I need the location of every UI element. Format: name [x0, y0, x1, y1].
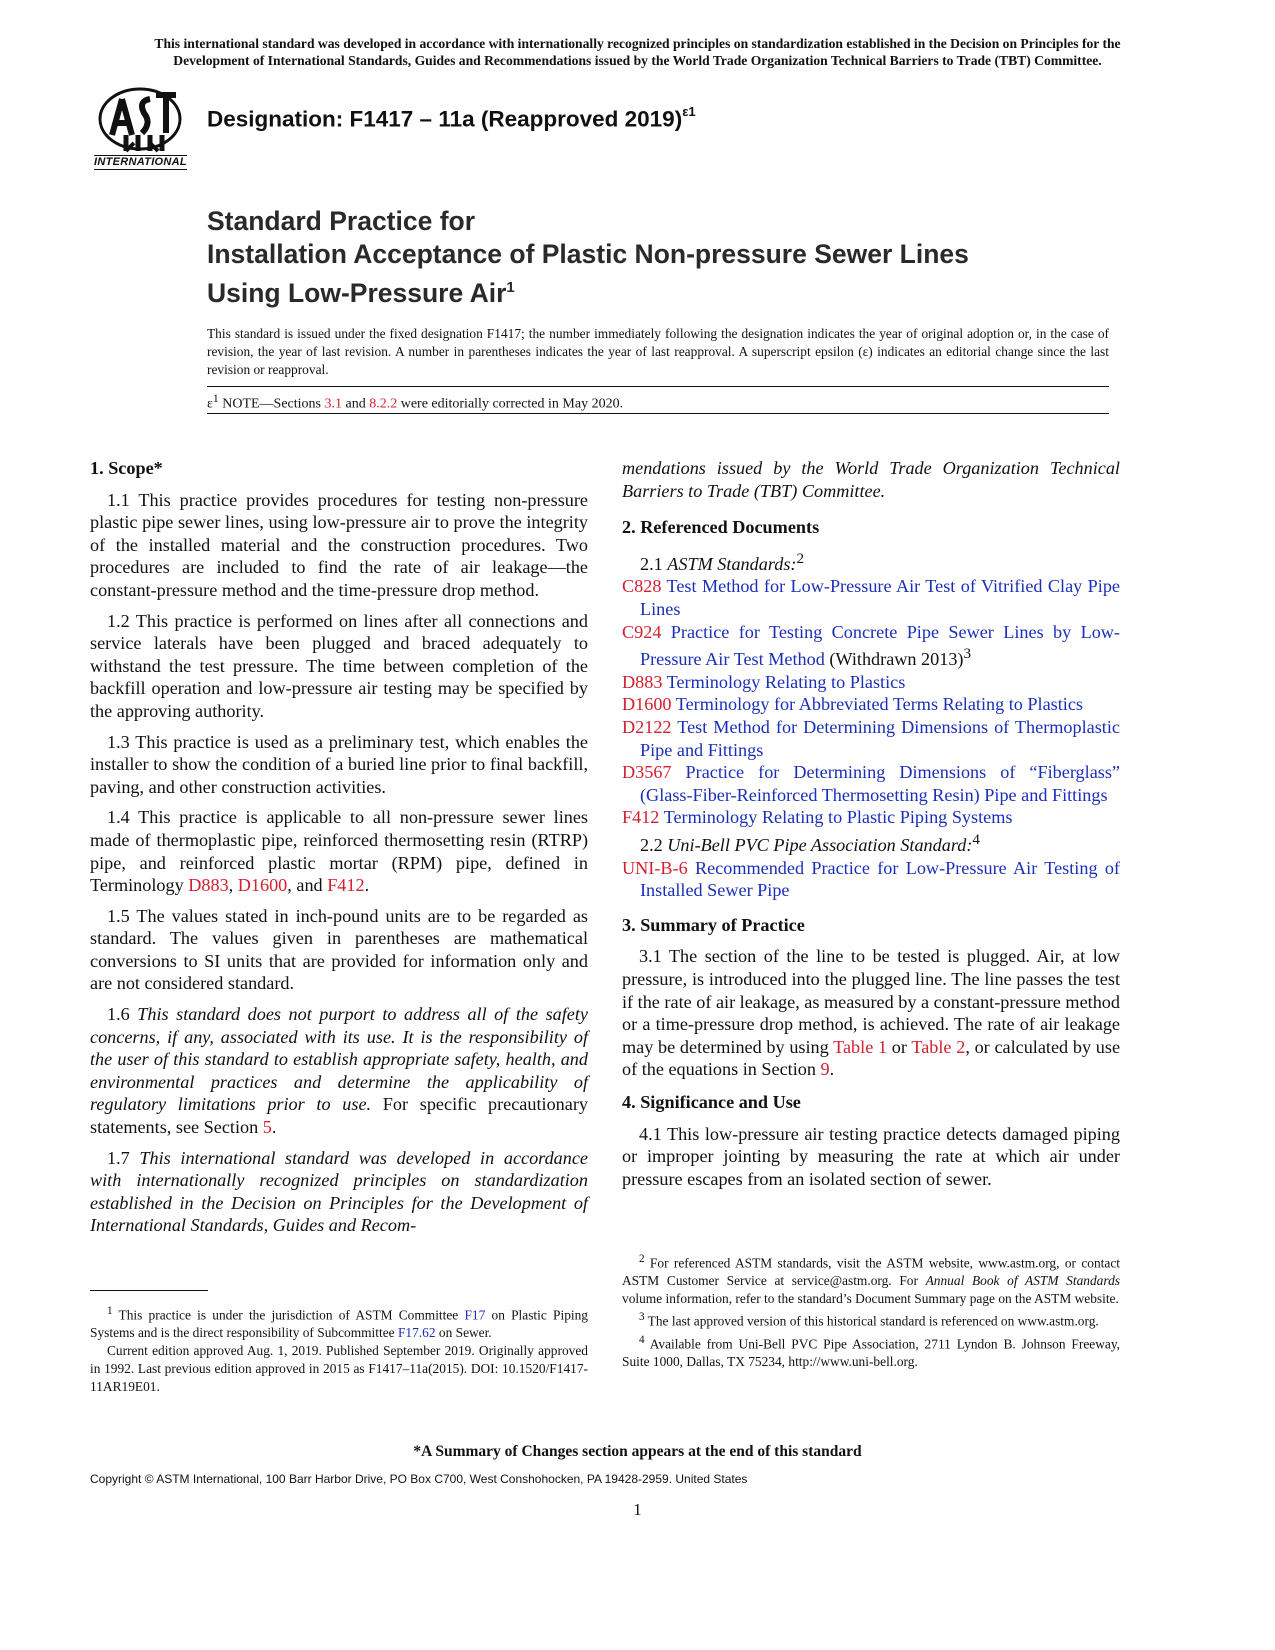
- title-line-3: [207, 271, 1107, 310]
- fn4-sup: 4: [639, 1333, 645, 1346]
- heading-scope: 1. Scope*: [90, 458, 163, 478]
- link-d883[interactable]: D883: [188, 875, 229, 896]
- ref-code[interactable]: D3567: [622, 762, 672, 783]
- ref-title[interactable]: Practice for Determining Dimensions of “Fiberglass” (Glass-Fiber-Reinforced Thermosetting Resin) Pipe and Fittings: [640, 762, 1120, 805]
- ref-item[interactable]: [622, 671, 1120, 694]
- link-f17[interactable]: F17: [464, 1307, 486, 1323]
- title-footnote-ref[interactable]: 1: [506, 279, 515, 296]
- sub-2-1-label: ASTM Standards:: [667, 553, 797, 574]
- footnote-1-edition: Current edition approved Aug. 1, 2019. Published September 2019. Originally approved in 1992. Last previous edition approved in 2015 as F1417–11a(2015). DOI: 10.1520/F1417-11AR19E01.: [90, 1343, 588, 1395]
- sep: , and: [287, 875, 328, 896]
- ref-title[interactable]: Terminology Relating to Plastic Piping Systems: [659, 807, 1013, 828]
- document-title: [207, 205, 1107, 310]
- ref-code[interactable]: D883: [622, 671, 663, 692]
- enote-post: were editorially corrected in May 2020.: [397, 396, 624, 412]
- fn2-italic: Annual Book of ASTM Standards: [925, 1273, 1120, 1289]
- para-1-6-tail: For specific precautionary statements, see Section: [90, 1094, 588, 1138]
- para-1-1: 1.1 This practice provides procedures for testing non-pressure plastic pipe sewer lines, using low-pressure air to prove the integrity of the installed material and the construction procedures. Two procedures are included to find the rate of air leakage—the constant-pressure method and the time-pressure drop method.: [90, 489, 588, 600]
- title-line-1: Standard Practice for: [207, 206, 476, 236]
- sub-2-1: [640, 548, 1120, 576]
- ref-title[interactable]: Test Method for Determining Dimensions of Thermoplastic Pipe and Fittings: [640, 717, 1120, 760]
- para-1-7: [90, 1147, 588, 1237]
- ref-item[interactable]: [622, 806, 1120, 829]
- notice-line-2: Development of International Standards, Guides and Recommendations issued by the World Trade Organization Technical Barriers to Trade (TBT) Committee.: [173, 53, 1102, 68]
- referenced-list: [622, 575, 1120, 829]
- fn2-a: For referenced ASTM standards, visit the ASTM website, www.astm.org, or contact ASTM Customer Service at service@astm.org. For: [622, 1255, 1120, 1289]
- sep: .: [364, 875, 370, 896]
- ref-item[interactable]: [622, 716, 1120, 761]
- ref-code[interactable]: C924: [622, 621, 662, 642]
- enote-mid: and: [341, 396, 370, 412]
- title-line-3-text: Using Low-Pressure Air: [207, 277, 507, 308]
- para-1-7-cont: [622, 457, 1120, 502]
- summary-of-changes-note: *A Summary of Changes section appears at the end of this standard: [413, 1443, 862, 1460]
- link-section-5[interactable]: 5: [262, 1117, 272, 1138]
- footnote-4: [622, 1331, 1120, 1371]
- para-1-2: 1.2 This practice is performed on lines after all connections and service laterals have been plugged and braced adequately to withstand the test pressure. The time between completion of the backfill operation and low-pressure air testing may be specified by the approving authority.: [90, 610, 588, 721]
- ref-title[interactable]: Practice for Testing Concrete Pipe Sewer Lines by Low-Pressure Air Test Method: [640, 621, 1120, 670]
- ref-code[interactable]: D2122: [622, 717, 672, 738]
- link-table-2[interactable]: Table 2: [911, 1036, 966, 1057]
- sep: ,: [228, 875, 238, 896]
- footnote-3: [622, 1308, 1120, 1330]
- sub-2-1-num: 2.1: [640, 553, 668, 574]
- para-1-5: 1.5 The values stated in inch-pound units are to be regarded as standard. The values given in parentheses are mathematical conversions to SI units that are provided for information only and are not considered standard.: [90, 905, 588, 994]
- ref-title[interactable]: Terminology Relating to Plastics: [662, 671, 906, 692]
- ref-code[interactable]: F412: [622, 807, 660, 828]
- link-f412[interactable]: F412: [327, 875, 365, 896]
- link-f17-62[interactable]: F17.62: [397, 1325, 436, 1341]
- sub-2-1-sup: 2: [796, 549, 805, 567]
- footnotes-right: [622, 1250, 1120, 1371]
- ref-code[interactable]: C828: [622, 576, 662, 597]
- ref-sup: 3: [963, 645, 972, 663]
- para-1-6-num: 1.6: [107, 1004, 138, 1025]
- designation: [207, 106, 696, 133]
- link-d1600[interactable]: D1600: [237, 875, 288, 896]
- ref-item[interactable]: [622, 693, 1120, 716]
- para-1-4: [90, 806, 588, 896]
- para-3-1-text: 3.1 The section of the line to be tested is plugged. Air, at low pressure, is introduced into the plugged line. The line passes the test if the rate of air leakage, as measured by a constant-pressure method or a time-pressure drop method, is achieved. The rate of air leakage may be determined by using: [622, 946, 1120, 1057]
- rule-top: [207, 386, 1109, 387]
- fn4-text: Available from Uni-Bell PVC Pipe Association, 2711 Lyndon B. Johnson Freeway, Suite 1000, Dallas, TX 75234, http://www.uni-bell.org.: [622, 1336, 1120, 1370]
- left-column: [90, 457, 588, 1245]
- heading-significance: 4. Significance and Use: [622, 1092, 801, 1113]
- designation-epsilon: ε1: [682, 104, 696, 119]
- sub-2-2-label: Uni-Bell PVC Pipe Association Standard:: [667, 835, 973, 856]
- page-number: 1: [633, 1500, 642, 1519]
- fn3-text: The last approved version of this historical standard is referenced on www.astm.org.: [644, 1313, 1099, 1329]
- sub-2-2-num: 2.2: [640, 835, 668, 856]
- ref-item[interactable]: [622, 621, 1120, 671]
- footnotes-left: [90, 1302, 588, 1396]
- link-section-3-1[interactable]: 3.1: [324, 396, 342, 412]
- fn2-sup: 2: [639, 1253, 645, 1265]
- heading-referenced: 2. Referenced Documents: [622, 517, 820, 538]
- fn1-b: on Plastic Piping Systems and is the direct responsibility of Subcommittee: [90, 1307, 588, 1341]
- footnote-2: [622, 1250, 1120, 1308]
- sep: .: [271, 1117, 277, 1138]
- ref-item-uni-b-6[interactable]: [622, 857, 1120, 902]
- fn3-sup: 3: [639, 1311, 645, 1324]
- astm-logo: [92, 85, 192, 175]
- link-table-1[interactable]: Table 1: [833, 1036, 888, 1057]
- sep: .: [829, 1059, 835, 1080]
- footnote-rule-left: [90, 1290, 208, 1291]
- ref-title[interactable]: Test Method for Low-Pressure Air Test of Vitrified Clay Pipe Lines: [640, 576, 1120, 620]
- standards-notice: [90, 35, 1185, 69]
- fn1-a: This practice is under the jurisdiction of ASTM Committee: [112, 1307, 465, 1323]
- sub-2-2: [640, 829, 1120, 857]
- sep: or: [887, 1036, 912, 1057]
- para-1-7-italic: This international standard was developed in accordance with internationally recognized principles on standardization established in the Decision on Principles for the Development of International Standards, Guides and Recom-: [90, 1147, 589, 1236]
- epsilon-symbol: ε: [207, 396, 213, 412]
- copyright: Copyright © ASTM International, 100 Barr Harbor Drive, PO Box C700, West Conshohocken, PA 19428-2959. United States: [90, 1472, 748, 1486]
- ref-title[interactable]: Recommended Practice for Low-Pressure Air Testing of Installed Sewer Pipe: [640, 857, 1120, 901]
- ref-extra: (Withdrawn 2013): [824, 649, 964, 670]
- sub-2-2-sup: 4: [972, 831, 980, 849]
- ref-item[interactable]: [622, 575, 1120, 620]
- para-1-6-italic: This standard does not purport to address all of the safety concerns, if any, associated with its use. It is the responsibility of the user of this standard to establish appropriate safety, health, and environmental practices and determine the applicability of regulatory limitations prior to use.: [90, 1004, 589, 1115]
- para-1-7-num: 1.7: [107, 1147, 140, 1168]
- fn1-sup: 1: [107, 1305, 113, 1317]
- editorial-note: [207, 392, 623, 413]
- fn1-c: on Sewer.: [435, 1325, 492, 1341]
- heading-summary: 3. Summary of Practice: [622, 914, 805, 935]
- link-section-8-2-2[interactable]: 8.2.2: [369, 396, 398, 412]
- right-column: [622, 457, 1120, 1198]
- epsilon-sup: 1: [212, 392, 219, 405]
- fn2-b: volume information, refer to the standard’s Document Summary page on the ASTM website.: [622, 1291, 1119, 1307]
- issuance-statement: This standard is issued under the fixed designation F1417; the number immediately following the designation indicates the year of original adoption or, in the case of revision, the year of last revision. A number in parentheses indicates the year of last reapproval. A superscript epsilon (ε) indicates an editorial change since the last revision or reapproval.: [207, 326, 1109, 377]
- designation-text: Designation: F1417 – 11a (Reapproved 2019): [207, 106, 683, 132]
- ref-code[interactable]: UNI-B-6: [622, 857, 688, 878]
- notice-line-1: This international standard was developed in accordance with internationally recognized principles on standardization established in the Decision on Principles for the: [154, 36, 1121, 51]
- rule-bottom: [207, 413, 1109, 414]
- ref-item[interactable]: [622, 761, 1120, 806]
- sep: , or calculated by use of the equations in Section: [622, 1036, 1121, 1080]
- link-section-9[interactable]: 9: [820, 1059, 830, 1080]
- ref-title[interactable]: Terminology for Abbreviated Terms Relating to Plastics: [671, 694, 1084, 715]
- para-1-3: 1.3 This practice is used as a preliminary test, which enables the installer to show the condition of a buried line prior to final backfill, paving, and other construction activities.: [90, 731, 588, 797]
- footnote-1: [90, 1302, 588, 1342]
- title-line-2: Installation Acceptance of Plastic Non-pressure Sewer Lines: [207, 239, 969, 269]
- para-1-4-text: 1.4 This practice is applicable to all non-pressure sewer lines made of thermoplastic pipe, reinforced thermosetting resin (RTRP) pipe, and reinforced plastic mortar (RPM) pipe, defined in Terminology: [90, 807, 588, 896]
- logo-wordmark: INTERNATIONAL: [94, 156, 187, 168]
- para-1-6: [90, 1003, 588, 1139]
- enote-pre: NOTE—Sections: [218, 396, 325, 412]
- ref-code[interactable]: D1600: [622, 694, 672, 715]
- para-3-1: [622, 945, 1120, 1081]
- para-4-1: 4.1 This low-pressure air testing practice detects damaged piping or improper jointing by measuring the rate at which air under pressure escapes from an isolated section of sewer.: [622, 1123, 1120, 1189]
- para-1-7-cont-italic: mendations issued by the World Trade Organization Technical Barriers to Trade (TBT) Committee.: [622, 458, 1120, 501]
